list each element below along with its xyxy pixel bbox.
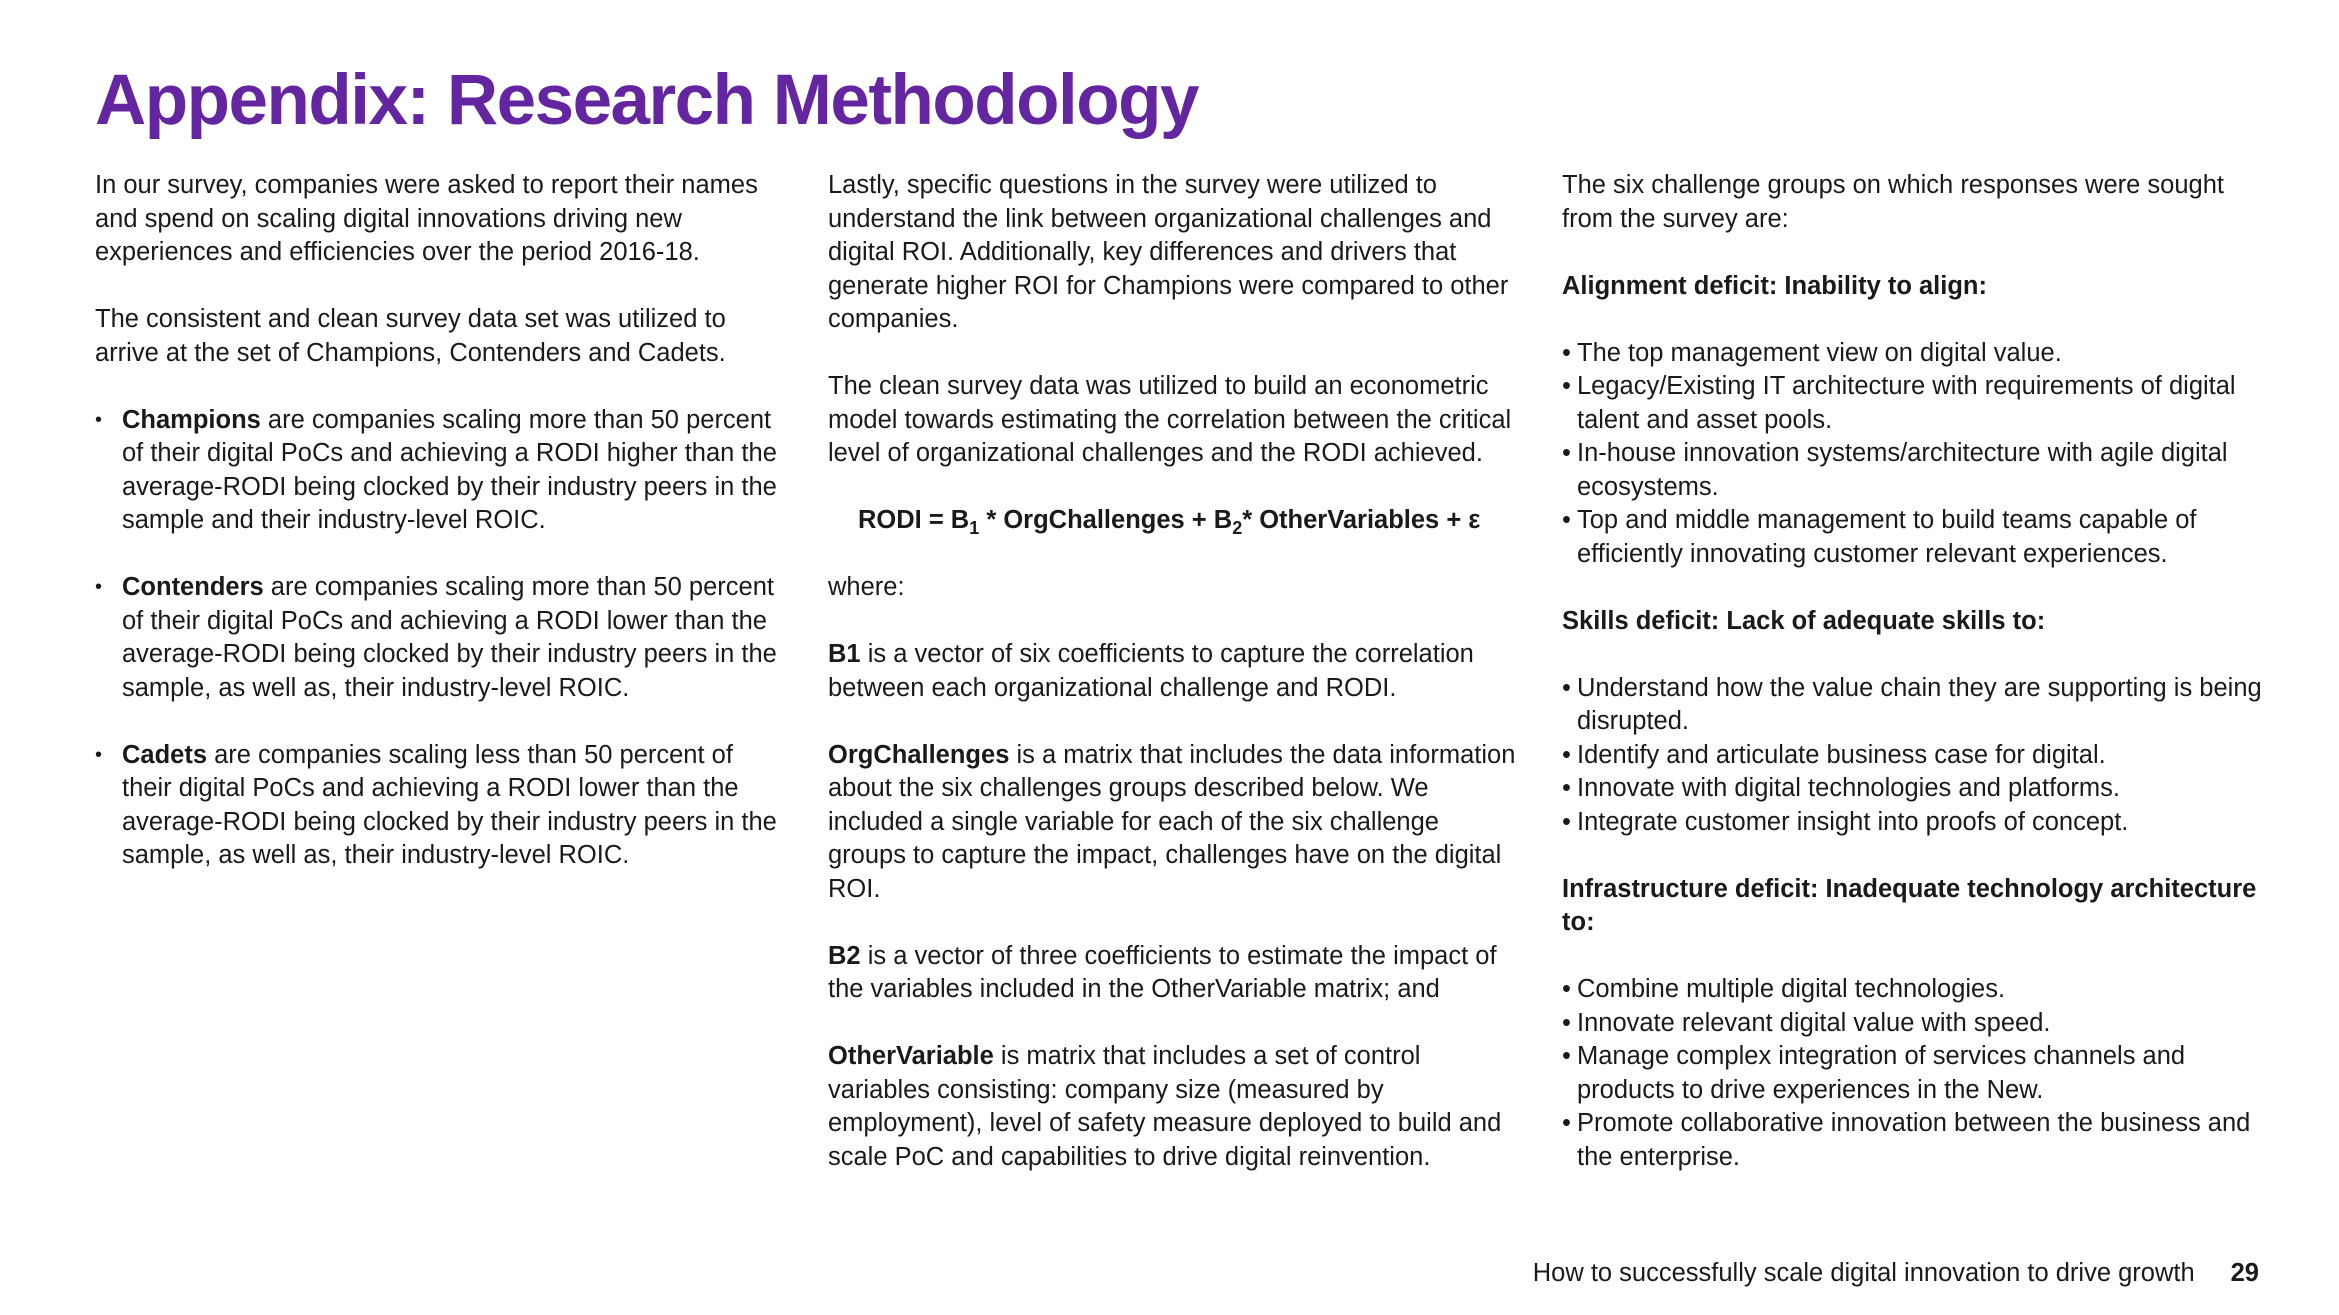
column-middle xyxy=(828,169,1518,1208)
term-b2: B2 xyxy=(828,941,861,970)
term-cadets: Cadets xyxy=(122,740,208,769)
list-item xyxy=(1562,973,2262,1007)
list-item xyxy=(1562,1007,2262,1041)
list-item xyxy=(1562,1107,2262,1174)
definition-b1 xyxy=(828,638,1518,705)
questions-paragraph: Lastly, specific questions in the survey were utilized to understand the link between organizational challenges and digital ROI. Additionally, key differences and drivers that generate higher ROI for Champions were compared to other companies. xyxy=(828,171,1509,333)
list-item-contenders xyxy=(95,571,785,705)
list-item xyxy=(1562,337,2262,371)
where-label: where: xyxy=(828,573,905,601)
definition-cadets: are companies scaling less than 50 percent of their digital PoCs and achieving a RODI lower than the average-RODI being clocked by their industry peers in the sample, as well as, their industry-level ROIC. xyxy=(122,740,777,869)
list-item-text: Manage complex integration of services channels and products to drive experiences in the New. xyxy=(1577,1042,2186,1104)
list-item xyxy=(1562,672,2262,739)
dataset-paragraph: The consistent and clean survey data set was utilized to arrive at the set of Champions, Contenders and Cadets. xyxy=(95,305,726,367)
bullet-icon: • xyxy=(95,576,103,598)
model-paragraph: The clean survey data was utilized to build an econometric model towards estimating the correlation between the critical level of organizational challenges and the RODI achieved. xyxy=(828,372,1512,467)
term-orgchallenges: OrgChallenges xyxy=(828,740,1010,769)
group-list-skills xyxy=(1562,672,2262,840)
term-contenders: Contenders xyxy=(122,573,264,601)
list-item-text: Integrate customer insight into proofs of concept. xyxy=(1577,807,2129,836)
rodi-formula xyxy=(828,504,1518,538)
definition-othervariable xyxy=(828,1040,1518,1174)
page-footer xyxy=(1533,1257,2259,1290)
formula-subscript: 2 xyxy=(1232,518,1243,538)
definition-champions: are companies scaling more than 50 percent of their digital PoCs and achieving a RODI higher than the average-RODI being clocked by their industry peers in the sample and their industry-level ROIC. xyxy=(122,405,777,534)
formula-part: * OrgChallenges + B xyxy=(979,506,1233,534)
list-item-text: Innovate relevant digital value with speed. xyxy=(1577,1008,2051,1037)
bullet-icon: • xyxy=(95,743,103,766)
list-item-text: Top and middle management to build teams capable of efficiently innovating customer relevant experiences. xyxy=(1577,506,2197,568)
intro-paragraph: In our survey, companies were asked to report their names and spend on scaling digital innovations driving new experiences and efficiencies over the period 2016-18. xyxy=(95,171,758,266)
group-heading-infrastructure: Infrastructure deficit: Inadequate technology architecture to: xyxy=(1562,874,2257,936)
bullet-icon: • xyxy=(1562,506,1571,534)
list-item-text: The top management view on digital value. xyxy=(1577,338,2062,367)
list-item-text: Promote collaborative innovation between the business and the enterprise. xyxy=(1577,1109,2251,1171)
page-number: 29 xyxy=(2230,1259,2259,1287)
segment-list xyxy=(95,404,785,873)
definition-text: is matrix that includes a set of control variables consisting: company size (measured by employment), level of safety measure deployed to build and scale PoC and capabilities to drive digital reinvention. xyxy=(828,1042,1502,1171)
footer-title: How to successfully scale digital innovation to drive growth xyxy=(1532,1259,2195,1287)
list-item-text: In-house innovation systems/architecture with agile digital ecosystems. xyxy=(1577,439,2228,501)
list-item xyxy=(1562,370,2262,437)
definition-text: is a matrix that includes the data information about the six challenges groups described below. We included a single variable for each of the six challenge groups to capture the impact, challenges have on the digital ROI. xyxy=(828,740,1516,903)
term-othervariable: OtherVariable xyxy=(828,1042,994,1070)
definition-text: is a vector of six coefficients to capture the correlation between each organizational challenge and RODI. xyxy=(828,640,1474,702)
bullet-icon: • xyxy=(1562,774,1571,802)
list-item xyxy=(1562,739,2262,773)
list-item-text: Combine multiple digital technologies. xyxy=(1577,975,2006,1003)
list-item-text: Identify and articulate business case for digital. xyxy=(1577,740,2106,769)
formula-part: RODI = B xyxy=(858,506,970,534)
definition-contenders: are companies scaling more than 50 percent of their digital PoCs and achieving a RODI lower than the average-RODI being clocked by their industry peers in the sample, as well as, their industry-level ROIC. xyxy=(122,573,777,702)
list-item xyxy=(1562,806,2262,840)
bullet-icon: • xyxy=(1562,740,1571,769)
bullet-icon: • xyxy=(1562,807,1571,836)
bullet-icon: • xyxy=(1562,1008,1571,1037)
challenges-intro: The six challenge groups on which responses were sought from the survey are: xyxy=(1562,171,2224,233)
column-left xyxy=(95,169,785,906)
bullet-icon: • xyxy=(1562,338,1571,367)
bullet-icon: • xyxy=(1562,1109,1571,1137)
definition-b2 xyxy=(828,940,1518,1007)
formula-subscript: 1 xyxy=(969,518,980,538)
column-right xyxy=(1562,169,2262,1208)
bullet-icon: • xyxy=(1562,1042,1571,1070)
bullet-icon: • xyxy=(1562,439,1571,467)
bullet-icon: • xyxy=(1562,975,1571,1003)
group-heading-alignment: Alignment deficit: Inability to align: xyxy=(1562,271,1987,300)
formula-part: * OtherVariables + ε xyxy=(1242,506,1481,534)
page-title: Appendix: Research Methodology xyxy=(95,61,1198,140)
list-item-cadets xyxy=(95,739,785,873)
bullet-icon: • xyxy=(95,408,103,431)
definition-text: is a vector of three coefficients to estimate the impact of the variables included in the OtherVariable matrix; and xyxy=(828,941,1497,1003)
list-item-champions xyxy=(95,404,785,538)
group-list-alignment xyxy=(1562,337,2262,572)
term-b1: B1 xyxy=(828,640,861,668)
list-item-text: Innovate with digital technologies and platforms. xyxy=(1577,774,2120,802)
list-item-text: Legacy/Existing IT architecture with requirements of digital talent and asset pools. xyxy=(1577,372,2236,434)
group-list-infrastructure xyxy=(1562,973,2262,1174)
group-heading-skills: Skills deficit: Lack of adequate skills to: xyxy=(1562,606,2046,635)
list-item xyxy=(1562,504,2262,571)
term-champions: Champions xyxy=(122,405,261,434)
list-item xyxy=(1562,772,2262,806)
bullet-icon: • xyxy=(1562,372,1571,400)
bullet-icon: • xyxy=(1562,673,1571,702)
list-item xyxy=(1562,437,2262,504)
list-item-text: Understand how the value chain they are supporting is being disrupted. xyxy=(1577,673,2262,735)
list-item xyxy=(1562,1040,2262,1107)
definition-orgchallenges xyxy=(828,739,1518,907)
